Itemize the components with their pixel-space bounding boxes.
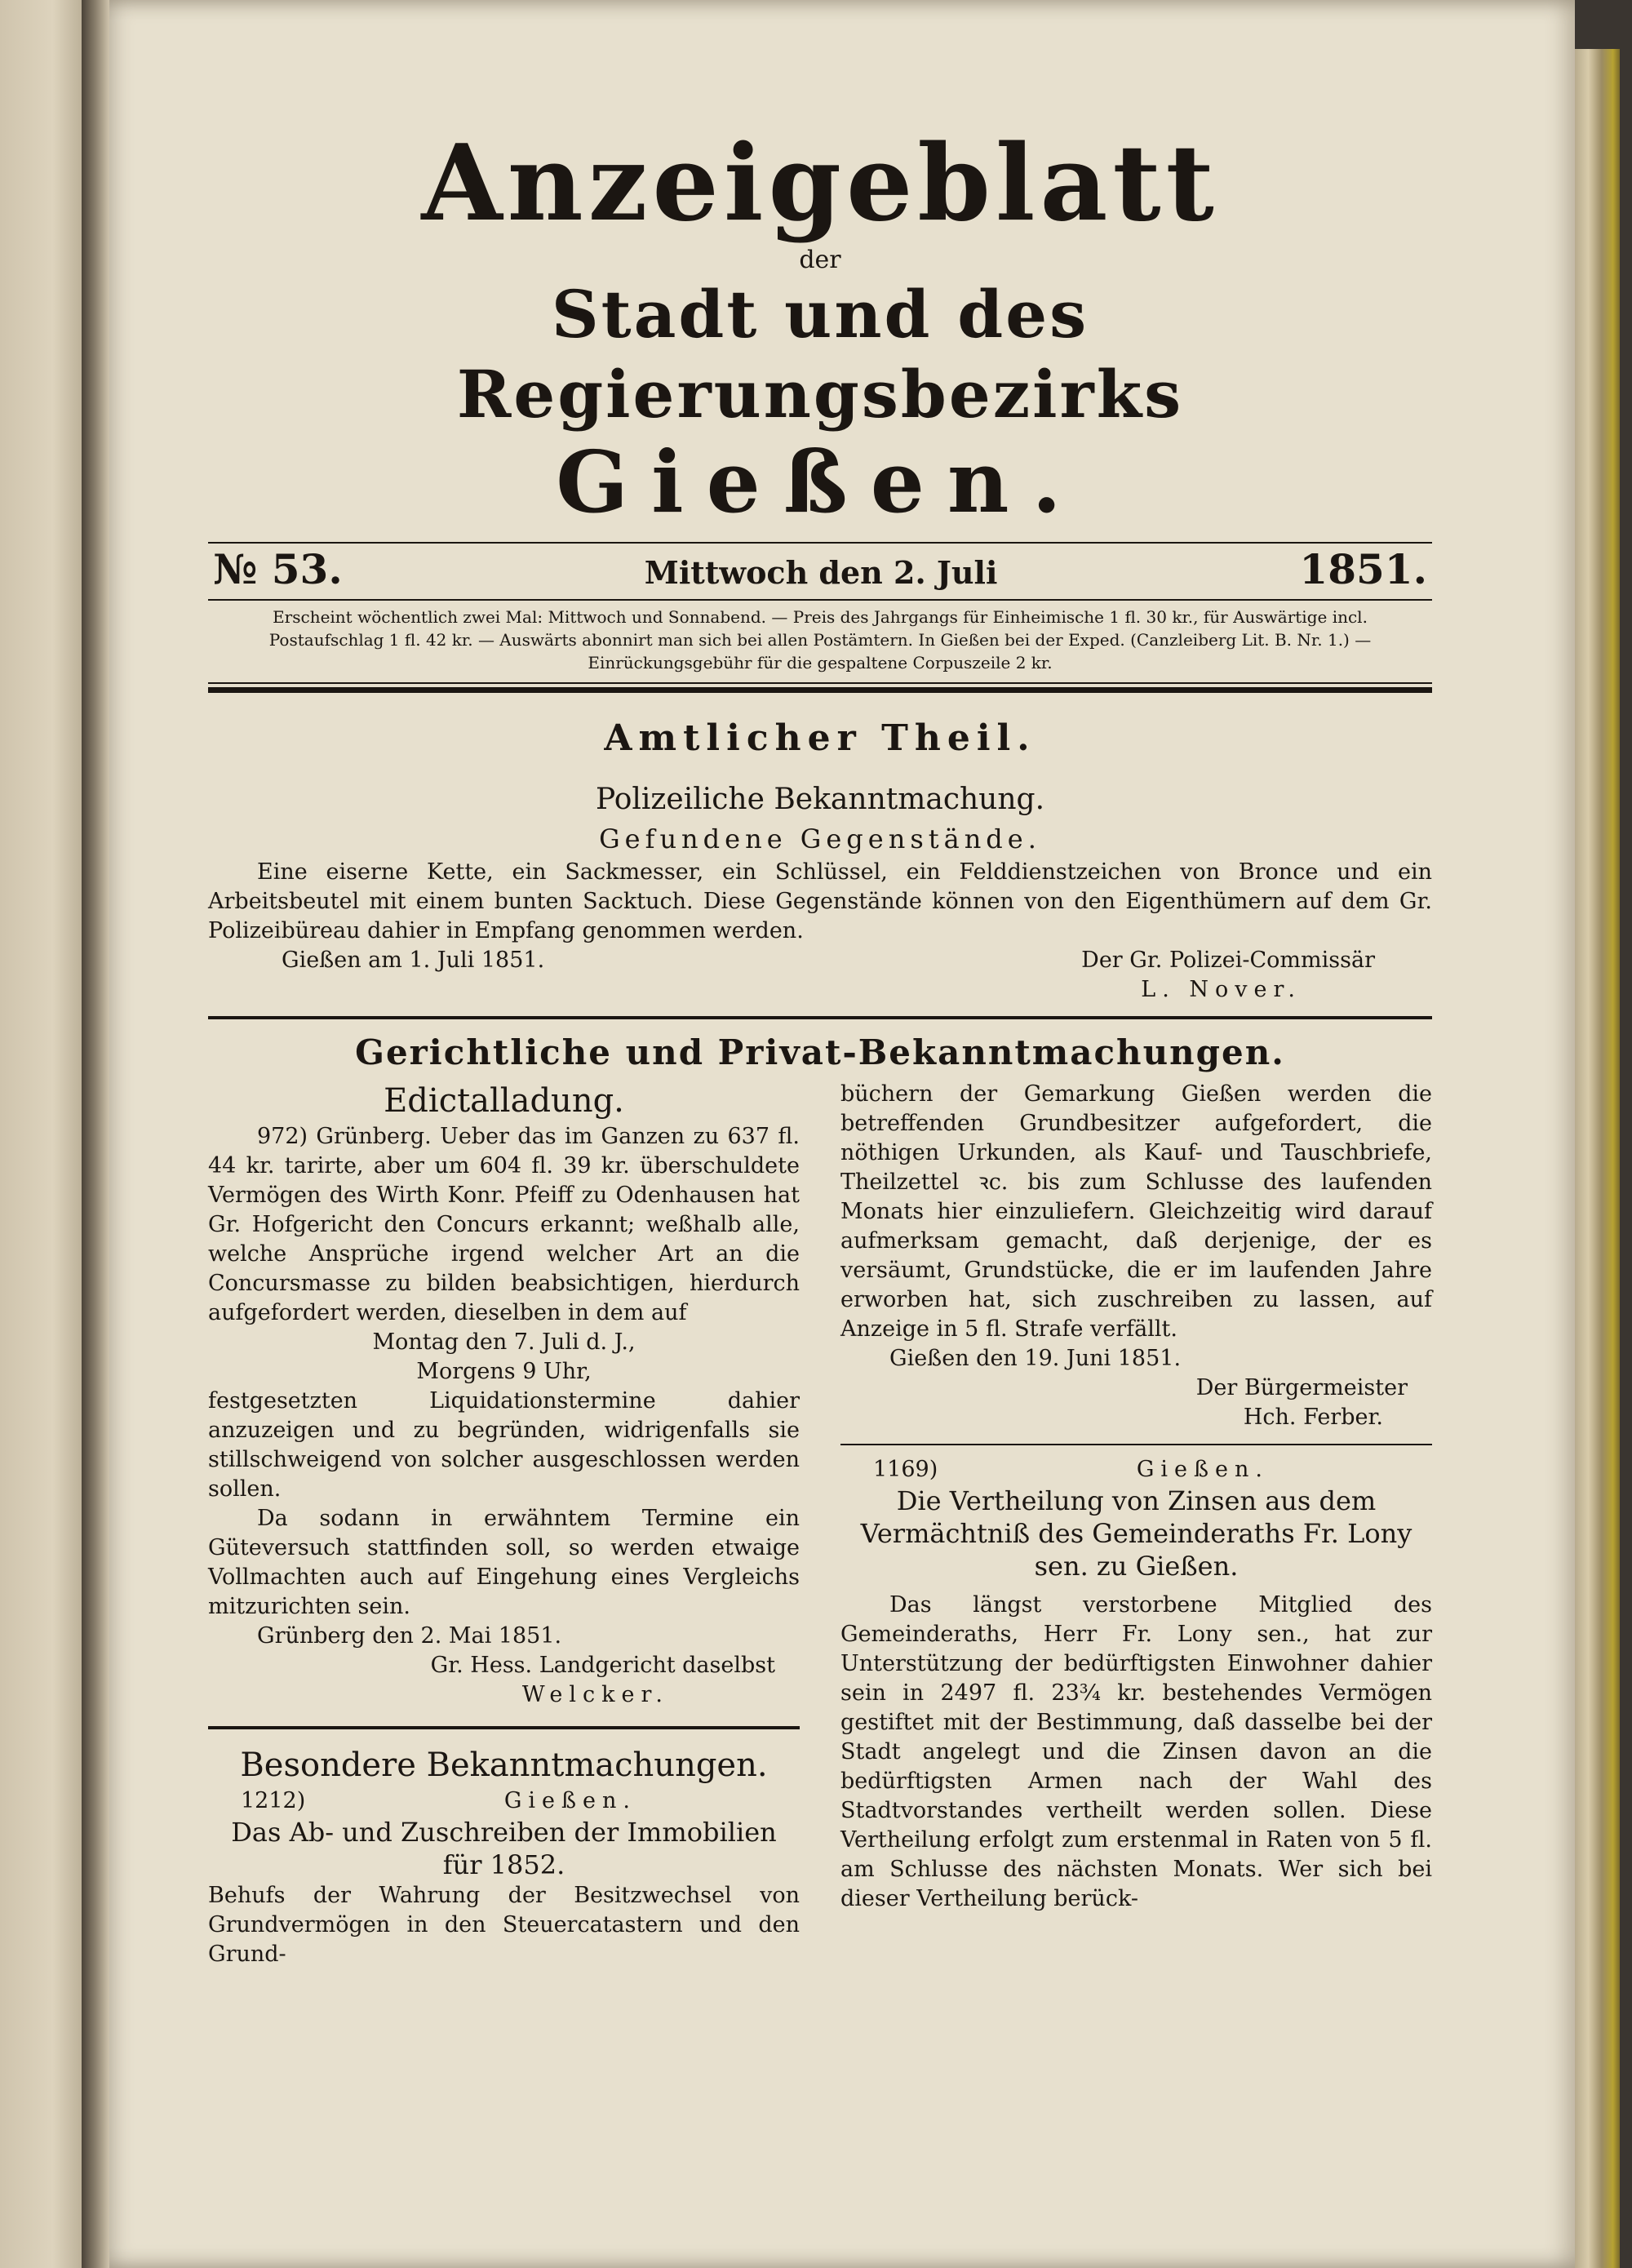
- dateline: [208, 544, 1432, 599]
- land-register-text: büchern der Gemarkung Gießen werden die betreffenden Grundbesitzer aufgefordert, die nöthigen Urkunden, als Kauf- und Tauschbriefe, Theilzettel ꝛc. bis zum Schlusse des laufenden Monats hier einzuliefern. Gleichzeitig wird darauf aufmerksam gemacht, daß derjenige, der es versäumt, Grundstücke, die er im laufenden Jahre erworben hat, sich zuschreiben zu lassen, auf Anzeige in 5 fl. Strafe verfällt.: [840, 1081, 1432, 1342]
- page-stack-edge: [1575, 49, 1620, 2268]
- right-column: [840, 1080, 1432, 1914]
- police-signer-title: Der Gr. Polizei-Commissär: [1081, 948, 1375, 973]
- entry-1212-place: Gießen.: [503, 1788, 636, 1813]
- issue-year: 1851.: [1299, 545, 1427, 593]
- left-column: [208, 1080, 800, 1969]
- mayor-name: Hch. Ferber.: [1243, 1405, 1383, 1430]
- entry-1212-title: Das Ab- und Zuschreiben der Immobilien für 1852.: [231, 1817, 777, 1880]
- notice-line-3: Einrückungsgebühr für die gespaltene Corpuszeile 2 kr.: [588, 653, 1053, 672]
- notice-line-1: Erscheint wöchentlich zwei Mal: Mittwoch und Sonnabend. — Preis des Jahrgangs für Einheimische 1 fl. 30 kr., für Auswärtige incl.: [273, 607, 1368, 627]
- masthead-subtitle: Stadt und des Regierungsbezirks: [456, 276, 1184, 433]
- page-content: [208, 122, 1432, 1969]
- police-signature-line: [208, 946, 1432, 975]
- mayor-title: Der Bürgermeister: [1195, 1375, 1408, 1400]
- masthead-title: Anzeigeblatt: [421, 122, 1219, 245]
- land-register-place-date: Gießen den 19. Juni 1851.: [889, 1346, 1182, 1371]
- found-items-title: Gefundene Gegenstände.: [599, 823, 1041, 854]
- entry-1169-title: Die Vertheilung von Zinsen aus dem Vermächtniß des Gemeinderaths Fr. Lony sen. zu Gießen.: [860, 1485, 1412, 1582]
- edict-signer: Gr. Hess. Landgericht daselbst: [430, 1653, 775, 1678]
- edict-date-2: Morgens 9 Uhr,: [416, 1359, 592, 1384]
- edict-text-3: Da sodann in erwähntem Termine ein Güteversuch stattfinden soll, so werden etwaige Vollmachten auch auf Eingehung eines Vergleichs mitzurichten sein.: [208, 1506, 800, 1619]
- entry-1169-place: Gießen.: [1136, 1457, 1269, 1482]
- subscription-notice: [208, 601, 1432, 682]
- court-section-heading: Gerichtliche und Privat-Bekanntmachungen.: [355, 1032, 1285, 1072]
- book-gutter: [82, 0, 109, 2268]
- edict-signer-name: Welcker.: [521, 1682, 669, 1707]
- edict-date-1: Montag den 7. Juli d. J.,: [372, 1329, 636, 1355]
- entry-1212-header: [208, 1786, 800, 1816]
- entry-1169-text: Das längst verstorbene Mitglied des Gemeinderaths, Herr Fr. Lony sen., hat zur Unterstützung der bedürftigsten Einwohner dahier sein in 2497 fl. 23¾ kr. bestehendes Vermögen gestiftet mit der Bestimmung, daß dasselbe bei der Stadt angelegt und die Zinsen davon an die bedürftigsten Armen nach der Wahl des Stadtvorstandes vertheilt werden sollen. Diese Vertheilung erfolgt zum erstenmal in Raten von 5 fl. am Schlusse des nächsten Monats. Wer sich bei dieser Vertheilung berück-: [840, 1592, 1432, 1911]
- edict-text-2: festgesetzten Liquidationstermine dahier anzuzeigen und zu begründen, widrigenfalls sie stillschweigend von solcher ausgeschlossen werden sollen.: [208, 1388, 800, 1502]
- notice-line-2: Postaufschlag 1 fl. 42 kr. — Auswärts abonnirt man sich bei allen Postämtern. In Gießen bei der Exped. (Canzleiberg Lit. B. Nr. 1.) —: [268, 630, 1372, 650]
- entry-1169-number: 1169): [873, 1457, 938, 1482]
- found-items-text: Eine eiserne Kette, ein Sackmesser, ein Schlüssel, ein Felddienstzeichen von Bronce und ein Arbeitsbeutel mit einem bunten Sacktuch. Diese Gegenstände können von den Eigenthümern auf dem Gr. Polizeibüreau dahier in Empfang genommen werden.: [208, 859, 1432, 943]
- special-notices-heading: Besondere Bekanntmachungen.: [240, 1746, 768, 1784]
- masthead-city: Gießen.: [556, 432, 1084, 532]
- police-place-date: Gießen am 1. Juli 1851.: [282, 948, 545, 973]
- official-section-heading: Amtlicher Theil.: [604, 717, 1036, 759]
- entry-1212-number: 1212): [241, 1788, 306, 1813]
- issue-date: Mittwoch den 2. Juli: [644, 554, 998, 591]
- entry-1212-text: Behufs der Wahrung der Besitzwechsel von Grundvermögen in den Steuercatastern und den Grund-: [208, 1883, 800, 1967]
- masthead-der: der: [799, 246, 841, 274]
- notice-double-rule: [208, 682, 1432, 693]
- entry-1169-header: [840, 1455, 1432, 1485]
- edict-place-date: Grünberg den 2. Mai 1851.: [257, 1623, 562, 1649]
- right-column-rule: [840, 1444, 1432, 1445]
- edict-text: 972) Grünberg. Ueber das im Ganzen zu 637 fl. 44 kr. tarirte, aber um 604 fl. 39 kr. überschuldete Vermögen des Wirth Konr. Pfeiff zu Odenhausen hat Gr. Hofgericht den Concurs erkannt; weßhalb alle, welche Ansprüche irgend welcher Art an die Concursmasse zu bilden beabsichtigen, hierdurch aufgefordert werden, dieselben in dem auf: [208, 1124, 800, 1325]
- edict-title: Edictalladung.: [384, 1082, 624, 1120]
- two-column-body: [208, 1080, 1432, 1969]
- official-end-rule: [208, 1016, 1432, 1019]
- issue-number: № 53.: [213, 545, 343, 593]
- police-notice-heading: Polizeiliche Bekanntmachung.: [595, 783, 1045, 816]
- police-signer-name: L. Nover.: [1141, 977, 1302, 1002]
- left-column-rule: [208, 1726, 800, 1729]
